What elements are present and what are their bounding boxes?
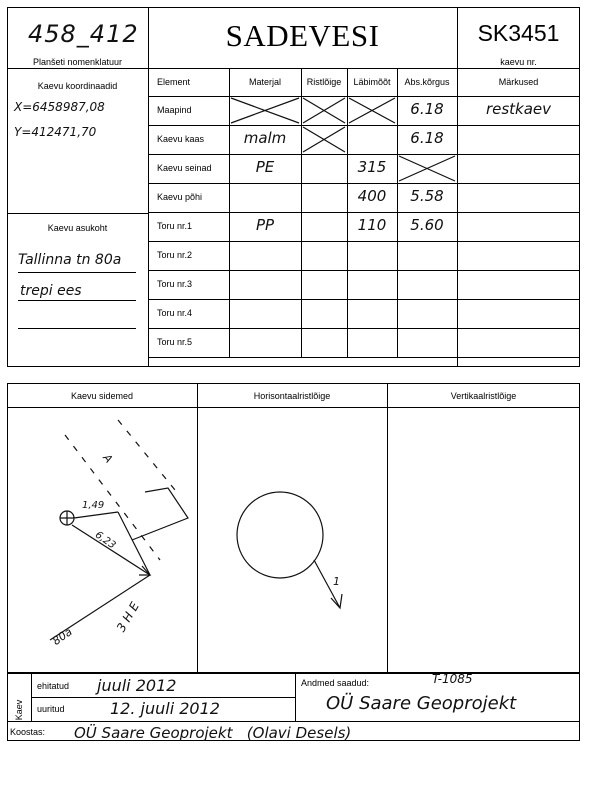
table-header: Materjal (248, 77, 281, 87)
table-cell: PP (255, 216, 275, 234)
planset-label: Planšeti nomenklatuur (32, 57, 123, 67)
ehitatud-value: juuli 2012 (97, 676, 177, 695)
kaevu-nr-label: kaevu nr. (500, 57, 537, 67)
dimension-line (118, 512, 150, 575)
table-header: Ristlõige (306, 77, 342, 87)
table-row-label: Toru nr.2 (157, 250, 193, 260)
table-cell: PE (255, 158, 275, 176)
table-header: Abs.kõrgus (404, 77, 450, 87)
sketch-dim2: 6,23 (92, 529, 118, 552)
sketch-corner-note: 80a (50, 625, 75, 648)
sketch-pipe-no: 1 (333, 575, 340, 588)
uuritud-value: 12. juuli 2012 (110, 699, 220, 718)
table-cell: 5.60 (410, 216, 444, 234)
section-sidemed: Kaevu sidemed (70, 391, 134, 401)
uuritud-label: uuritud (37, 704, 65, 714)
location-line1: Tallinna tn 80a (18, 252, 122, 268)
divider (295, 673, 296, 721)
andmed-label: Andmed saadud: (301, 678, 370, 688)
location-line2: trepi ees (20, 283, 82, 299)
table-row-label: Toru nr.1 (157, 221, 193, 231)
horizontal-section-circle (237, 492, 323, 578)
dimension-line (74, 512, 118, 518)
table-cell: restkaev (485, 100, 552, 118)
table-cell: 5.58 (410, 187, 444, 205)
kaevu-nr-value: SK3451 (477, 20, 560, 46)
sketch-address-note: 3 H E (113, 599, 142, 635)
koostas-label: Koostas: (10, 727, 46, 737)
table-cell: 6.18 (410, 129, 444, 147)
table-row-label: Kaevu põhi (157, 192, 203, 202)
andmed-ref: T-1085 (432, 672, 473, 686)
table-row-label: Kaevu kaas (157, 134, 205, 144)
andmed-value: OÜ Saare Geoprojekt (326, 693, 517, 714)
coords-label: Kaevu koordinaadid (37, 81, 118, 91)
koostas-value: OÜ Saare Geoprojekt (Olavi Desels) (74, 724, 352, 742)
table-row-label: Maapind (157, 105, 192, 115)
sketch-label-a: A (100, 451, 116, 466)
table-row-label: Toru nr.3 (157, 279, 193, 289)
section-horisontaal: Horisontaalristlõige (253, 391, 331, 401)
kaev-label: Kaev (14, 699, 24, 721)
table-cell: malm (243, 129, 287, 147)
page-title: SADEVESI (225, 18, 380, 53)
coord-y: Y=412471,70 (14, 125, 97, 139)
section-vertikaal: Vertikaalristlõige (450, 391, 517, 401)
coord-x: X=6458987,08 (14, 100, 105, 114)
location-label: Kaevu asukoht (47, 223, 108, 233)
divider (7, 721, 580, 722)
planset-value: 458_412 (28, 20, 139, 48)
table-cell: 400 (357, 187, 387, 205)
table-header: Element (157, 77, 191, 87)
table-row-label: Toru nr.5 (157, 337, 193, 347)
table-cell: 6.18 (410, 100, 444, 118)
table-row-label: Toru nr.4 (157, 308, 193, 318)
table-header: Läbimõõt (353, 77, 391, 87)
dashed-line (118, 420, 175, 490)
ehitatud-label: ehitatud (37, 681, 70, 691)
divider (31, 697, 295, 698)
table-header: Märkused (498, 77, 539, 87)
sketch-dim1: 1,49 (82, 500, 105, 511)
table-cell: 315 (357, 158, 387, 176)
building-corner (132, 488, 188, 540)
table-row-label: Kaevu seinad (157, 163, 212, 173)
table-cell: 110 (357, 216, 387, 234)
